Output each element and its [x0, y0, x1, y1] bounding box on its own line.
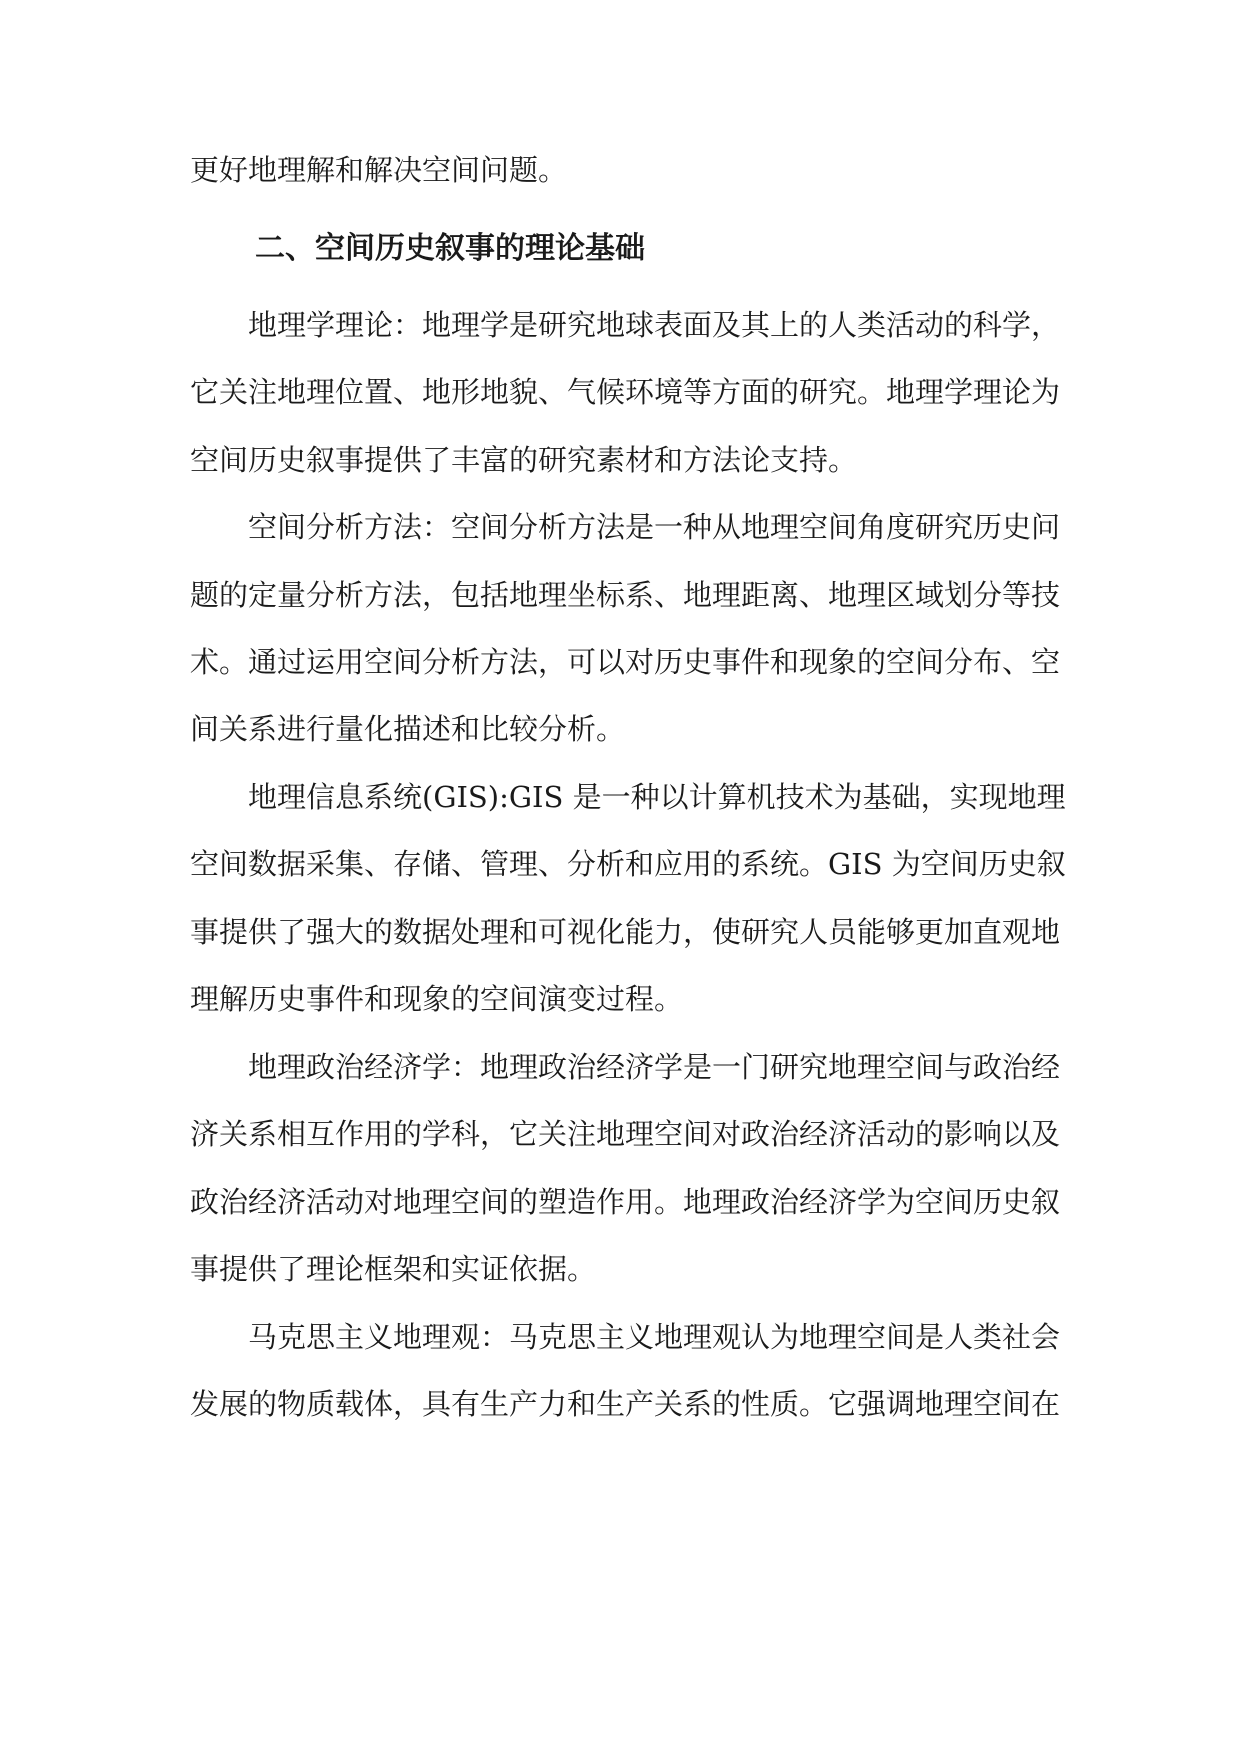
- paragraph-marxist-geography-line-2: 发展的物质载体，具有生产力和生产关系的性质。它强调地理空间在: [190, 1387, 1061, 1421]
- paragraph-geopolitical-economy-line-3: 政治经济活动对地理空间的塑造作用。地理政治经济学为空间历史叙: [190, 1185, 1061, 1219]
- paragraph-gis-line-1: 地理信息系统(GIS):GIS 是一种以计算机技术为基础，实现地理: [248, 780, 1066, 814]
- paragraph-geopolitical-economy-line-1: 地理政治经济学：地理政治经济学是一门研究地理空间与政治经: [248, 1050, 1061, 1084]
- paragraph-geography-theory-line-1: 地理学理论：地理学是研究地球表面及其上的人类活动的科学，: [248, 308, 1061, 342]
- paragraph-gis-line-3: 事提供了强大的数据处理和可视化能力，使研究人员能够更加直观地: [190, 915, 1061, 949]
- paragraph-gis-line-2: 空间数据采集、存储、管理、分析和应用的系统。GIS 为空间历史叙: [190, 847, 1066, 881]
- paragraph-marxist-geography-line-1: 马克思主义地理观：马克思主义地理观认为地理空间是人类社会: [248, 1320, 1061, 1354]
- paragraph-spatial-analysis-line-2: 题的定量分析方法，包括地理坐标系、地理距离、地理区域划分等技: [190, 578, 1061, 612]
- paragraph-spatial-analysis-line-3: 术。通过运用空间分析方法，可以对历史事件和现象的空间分布、空: [190, 645, 1061, 679]
- paragraph-geography-theory-line-3: 空间历史叙事提供了丰富的研究素材和方法论支持。: [190, 443, 858, 477]
- section-heading: 二、空间历史叙事的理论基础: [255, 231, 645, 266]
- paragraph-geopolitical-economy-line-2: 济关系相互作用的学科，它关注地理空间对政治经济活动的影响以及: [190, 1117, 1061, 1151]
- paragraph-geopolitical-economy-line-4: 事提供了理论框架和实证依据。: [190, 1252, 597, 1286]
- paragraph-gis-line-4: 理解历史事件和现象的空间演变过程。: [190, 982, 684, 1016]
- paragraph-geography-theory-line-2: 它关注地理位置、地形地貌、气候环境等方面的研究。地理学理论为: [190, 375, 1061, 409]
- paragraph-spatial-analysis-line-4: 间关系进行量化描述和比较分析。: [190, 712, 626, 746]
- paragraph-spatial-analysis-line-1: 空间分析方法：空间分析方法是一种从地理空间角度研究历史问: [248, 510, 1061, 544]
- paragraph-continuation: 更好地理解和解决空间问题。: [190, 153, 568, 187]
